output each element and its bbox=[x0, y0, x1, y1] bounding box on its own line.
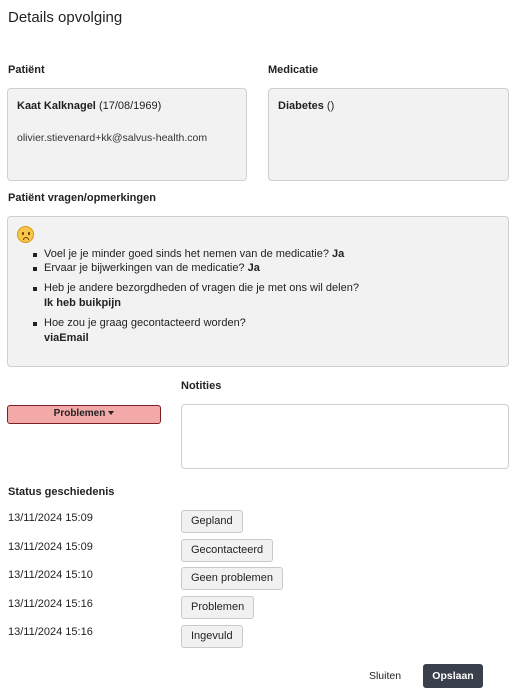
medication-detail: () bbox=[326, 100, 335, 112]
notes-label: Notities bbox=[181, 380, 222, 392]
patient-email: olivier.stievenard+kk@salvus-health.com bbox=[17, 132, 208, 144]
question-text: Ervaar je bijwerkingen van de medicatie? bbox=[44, 262, 245, 274]
caret-down-icon bbox=[108, 411, 114, 415]
medication-card bbox=[268, 88, 509, 181]
history-timestamp: 13/11/2024 15:09 bbox=[8, 541, 93, 553]
history-timestamp: 13/11/2024 15:10 bbox=[8, 569, 93, 581]
answer-text: Ik heb buikpijn bbox=[44, 297, 122, 309]
question-text: Voel je je minder goed sinds het nemen van de medicatie? bbox=[44, 248, 329, 260]
question-item bbox=[30, 248, 490, 260]
question-text: Hoe zou je graag gecontacteerd worden? bbox=[44, 317, 246, 329]
history-status-tag: Geen problemen bbox=[181, 567, 283, 590]
history-status-tag: Ingevuld bbox=[181, 625, 243, 648]
worried-face-icon bbox=[17, 226, 34, 243]
dialog-title: Details opvolging bbox=[8, 9, 123, 26]
question-item bbox=[30, 317, 490, 344]
history-label: Status geschiedenis bbox=[8, 486, 115, 498]
questions-list bbox=[30, 248, 490, 344]
notes-textarea[interactable] bbox=[181, 404, 509, 469]
questions-section-label: Patiënt vragen/opmerkingen bbox=[8, 192, 156, 204]
question-item bbox=[30, 282, 490, 309]
medication-name: Diabetes bbox=[278, 100, 324, 112]
patient-card bbox=[7, 88, 247, 181]
patient-name-line bbox=[17, 100, 161, 112]
history-timestamp: 13/11/2024 15:09 bbox=[8, 512, 93, 524]
medication-line bbox=[278, 100, 334, 112]
patient-dob: (17/08/1969) bbox=[98, 100, 162, 112]
medication-section-label: Medicatie bbox=[268, 64, 319, 76]
answer-text: Ja bbox=[247, 262, 260, 274]
patient-section-label: Patiënt bbox=[8, 64, 45, 76]
history-status-tag: Problemen bbox=[181, 596, 254, 619]
save-button[interactable]: Opslaan bbox=[423, 664, 483, 688]
questions-card bbox=[7, 216, 509, 367]
answer-text: viaEmail bbox=[44, 332, 89, 344]
answer-text: Ja bbox=[332, 248, 345, 260]
patient-name: Kaat Kalknagel bbox=[17, 100, 96, 112]
history-timestamp: 13/11/2024 15:16 bbox=[8, 626, 93, 638]
close-button[interactable]: Sluiten bbox=[360, 666, 410, 686]
question-text: Heb je andere bezorgdheden of vragen die je met ons wil delen? bbox=[44, 282, 359, 294]
status-dropdown-label: Problemen bbox=[53, 408, 106, 419]
history-status-tag: Gepland bbox=[181, 510, 243, 533]
history-timestamp: 13/11/2024 15:16 bbox=[8, 598, 93, 610]
history-status-tag: Gecontacteerd bbox=[181, 539, 273, 562]
question-item bbox=[30, 262, 490, 274]
status-dropdown-button[interactable] bbox=[7, 405, 161, 424]
